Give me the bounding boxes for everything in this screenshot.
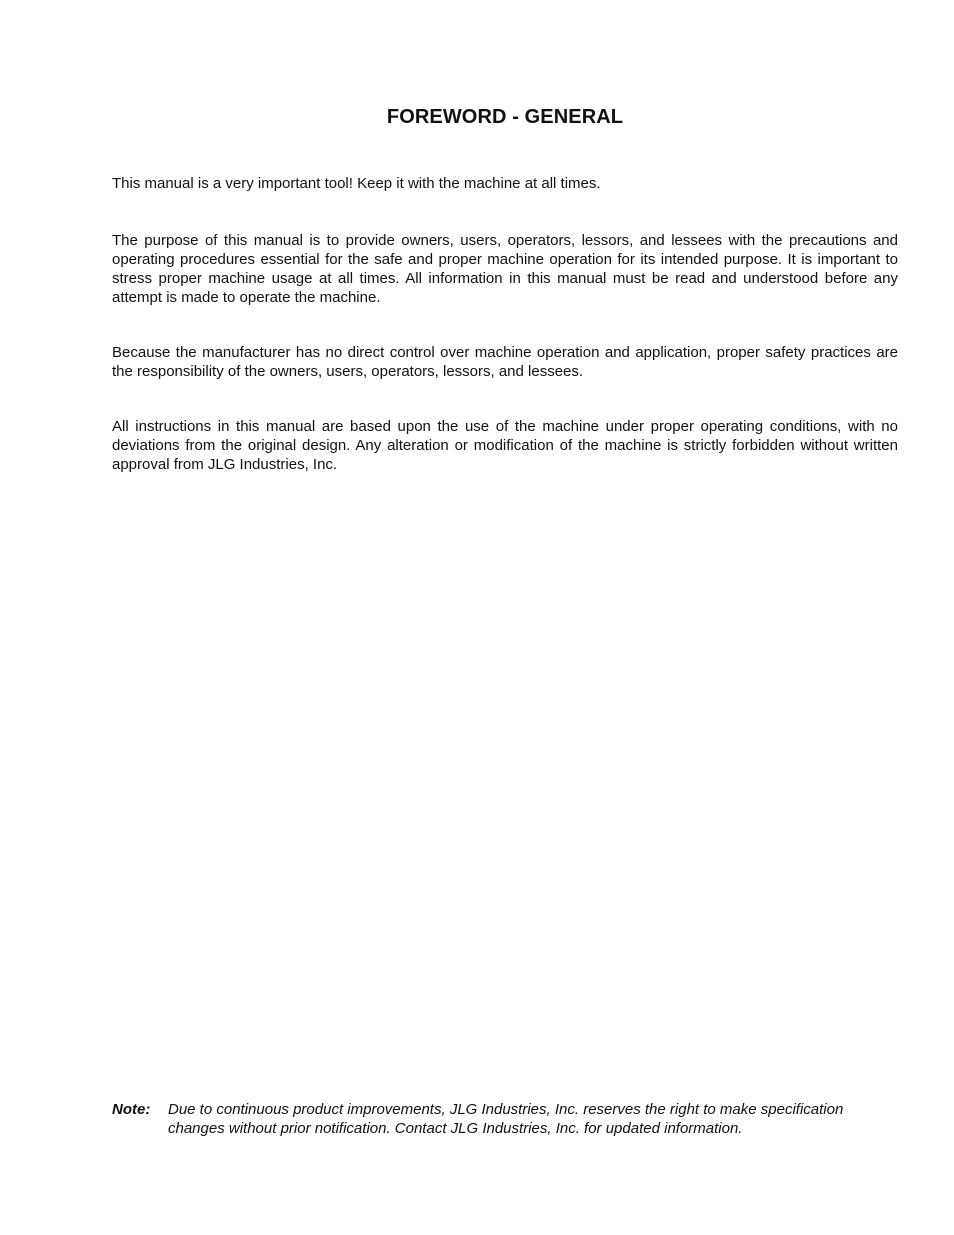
paragraph-instructions: All instructions in this manual are based upon the use of the machine under proper operating conditions, with no deviations from the original design. Any alteration or modification of the machine is strictly forbidden without written approval from JLG Industries, Inc. — [112, 418, 898, 473]
note-text: Due to continuous product improvements, JLG Industries, Inc. reserves the right to make specification changes without prior notification. Contact JLG Industries, Inc. for updated information. — [168, 1101, 844, 1137]
note-label: Note: — [112, 1101, 151, 1118]
paragraph-importance: This manual is a very important tool! Keep it with the machine at all times. — [112, 175, 601, 192]
paragraph-purpose: The purpose of this manual is to provide owners, users, operators, lessors, and lessees with the precautions and operating procedures essential for the safe and proper machine operation for its intended purpose. It is important to stress proper machine usage at all times. All information in this manual must be read and understood before any attempt is made to operate the machine. — [112, 232, 898, 306]
note-block — [112, 1100, 898, 1138]
page-title: FOREWORD - GENERAL — [386, 106, 624, 128]
paragraph-responsibility: Because the manufacturer has no direct control over machine operation and application, proper safety practices are the responsibility of the owners, users, operators, lessors, and lessees. — [112, 344, 898, 380]
